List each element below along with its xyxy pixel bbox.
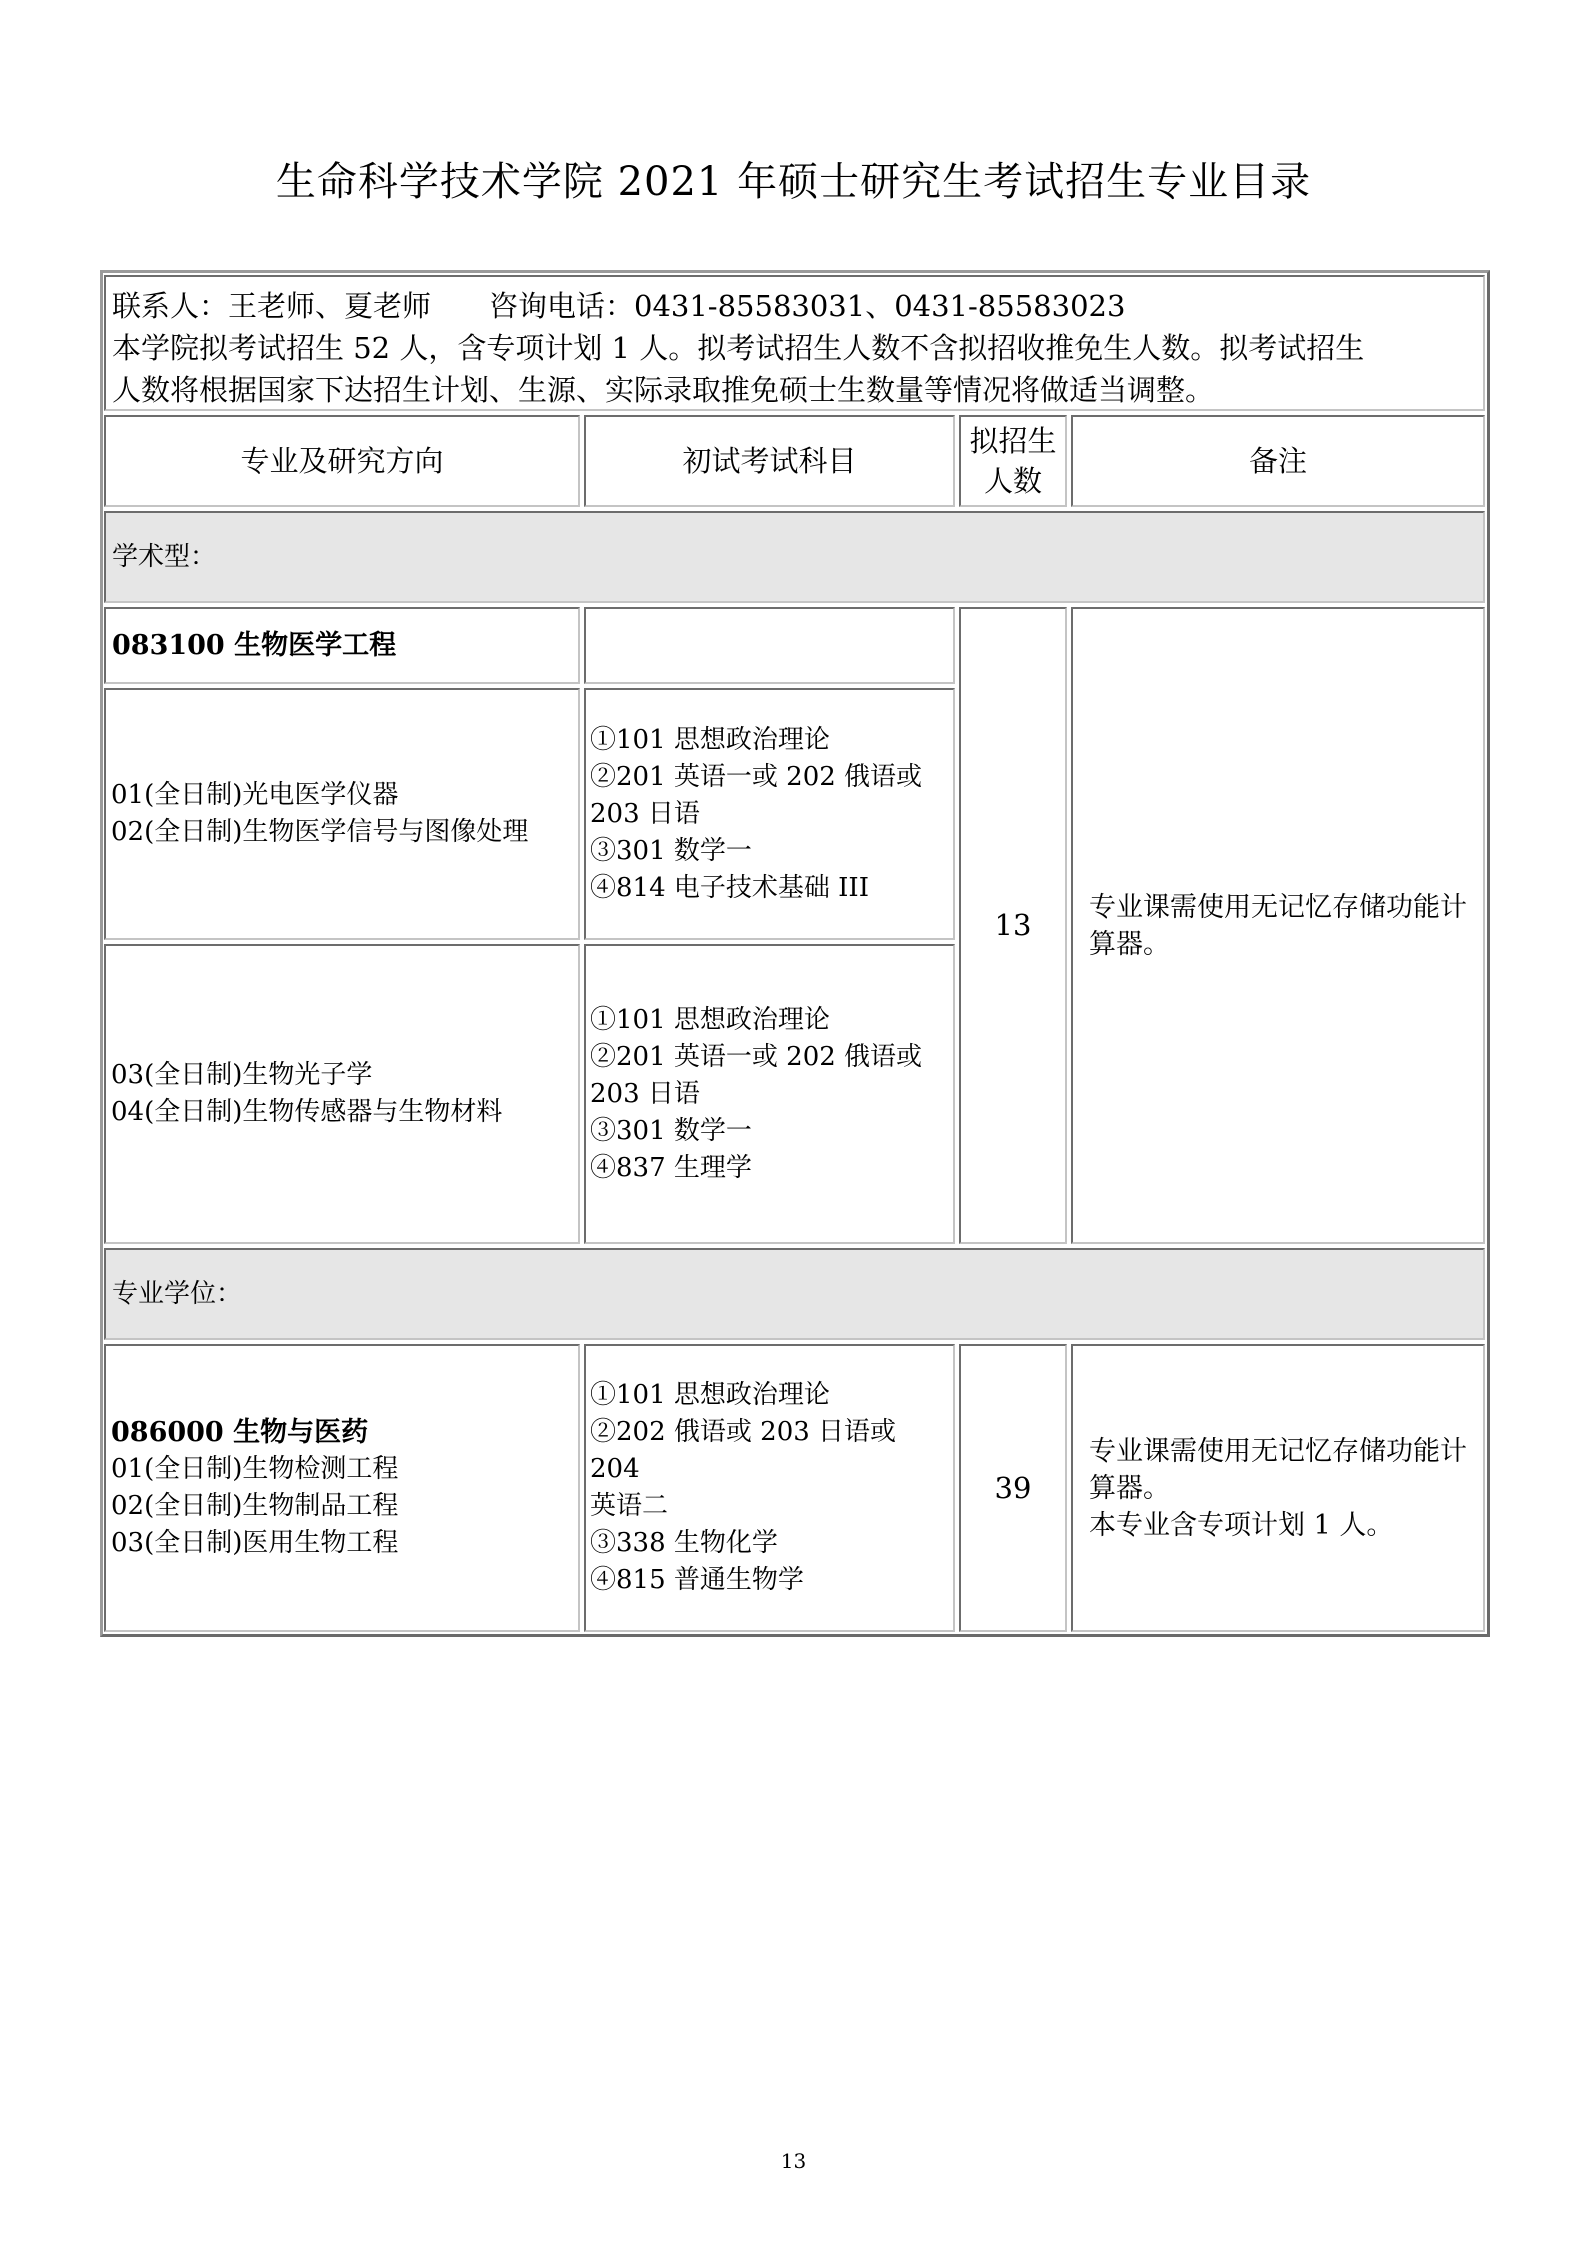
note-line: 专业课需使用无记忆存储功能计 bbox=[1089, 1435, 1467, 1467]
subject-item: ④814 电子技术基础 III bbox=[590, 872, 869, 903]
direction-item: 02(全日制)生物制品工程 bbox=[111, 1491, 399, 1521]
subjects-01-02 bbox=[584, 688, 955, 940]
header-subjects: 初试考试科目 bbox=[584, 415, 955, 507]
page-title: 生命科学技术学院 2021 年硕士研究生考试招生专业目录 bbox=[275, 159, 1312, 205]
major-086000-title: 086000 生物与医药 bbox=[111, 1417, 369, 1448]
subject-item: ④837 生理学 bbox=[590, 1152, 752, 1183]
direction-item: 03(全日制)生物光子学 bbox=[111, 1060, 373, 1090]
contact-line: 联系人：王老师、夏老师 咨询电话：0431-85583031、0431-85583023 bbox=[112, 289, 1126, 323]
note-line: 本专业含专项计划 1 人。 bbox=[1089, 1509, 1394, 1541]
page-number: 13 bbox=[780, 2149, 807, 2173]
info-cell bbox=[104, 275, 1485, 411]
major-086000 bbox=[104, 1344, 580, 1632]
subject-item: ①101 思想政治理论 bbox=[590, 1380, 830, 1410]
major-083100: 083100 生物医学工程 bbox=[104, 607, 580, 684]
professional-count: 39 bbox=[959, 1344, 1067, 1632]
directions-01-02 bbox=[104, 688, 580, 940]
academic-count: 13 bbox=[959, 607, 1067, 1244]
subject-item: ③301 数学一 bbox=[590, 835, 752, 866]
academic-note bbox=[1071, 607, 1485, 1244]
header-notes: 备注 bbox=[1071, 415, 1485, 507]
subject-item: ①101 思想政治理论 bbox=[590, 724, 830, 755]
subject-item: 203 日语 bbox=[590, 798, 700, 829]
subjects-03-04 bbox=[584, 944, 955, 1244]
direction-item: 01(全日制)光电医学仪器 bbox=[111, 780, 399, 810]
subject-item: ④815 普通生物学 bbox=[590, 1565, 804, 1595]
plan-line-2: 人数将根据国家下达招生计划、生源、实际录取推免硕士生数量等情况将做适当调整。 bbox=[112, 373, 1215, 407]
direction-item: 04(全日制)生物传感器与生物材料 bbox=[111, 1097, 503, 1127]
subject-item: ②202 俄语或 203 日语或 204 bbox=[590, 1417, 897, 1484]
subjects-086000 bbox=[584, 1344, 955, 1632]
direction-item: 03(全日制)医用生物工程 bbox=[111, 1528, 399, 1558]
note-line: 算器。 bbox=[1089, 1472, 1170, 1504]
subject-item: ②201 英语一或 202 俄语或 bbox=[590, 761, 923, 792]
subject-item: 英语二 bbox=[590, 1491, 669, 1521]
subject-item: ③301 数学一 bbox=[590, 1115, 752, 1146]
major-083100-subjects-empty bbox=[584, 607, 955, 684]
note-line: 算器。 bbox=[1089, 928, 1170, 960]
plan-line-1: 本学院拟考试招生 52 人，含专项计划 1 人。拟考试招生人数不含拟招收推免生人数。拟考试招生 bbox=[112, 331, 1365, 365]
header-major: 专业及研究方向 bbox=[104, 415, 580, 507]
header-count: 拟招生 人数 bbox=[959, 415, 1067, 507]
professional-note bbox=[1071, 1344, 1485, 1632]
subject-item: ①101 思想政治理论 bbox=[590, 1004, 830, 1035]
subject-item: 203 日语 bbox=[590, 1078, 700, 1109]
section-academic: 学术型： bbox=[104, 511, 1485, 603]
directions-03-04 bbox=[104, 944, 580, 1244]
direction-item: 01(全日制)生物检测工程 bbox=[111, 1454, 399, 1484]
direction-item: 02(全日制)生物医学信号与图像处理 bbox=[111, 817, 529, 847]
subject-item: ③338 生物化学 bbox=[590, 1528, 778, 1558]
note-line: 专业课需使用无记忆存储功能计 bbox=[1089, 891, 1467, 923]
subject-item: ②201 英语一或 202 俄语或 bbox=[590, 1041, 923, 1072]
section-professional: 专业学位： bbox=[104, 1248, 1485, 1340]
